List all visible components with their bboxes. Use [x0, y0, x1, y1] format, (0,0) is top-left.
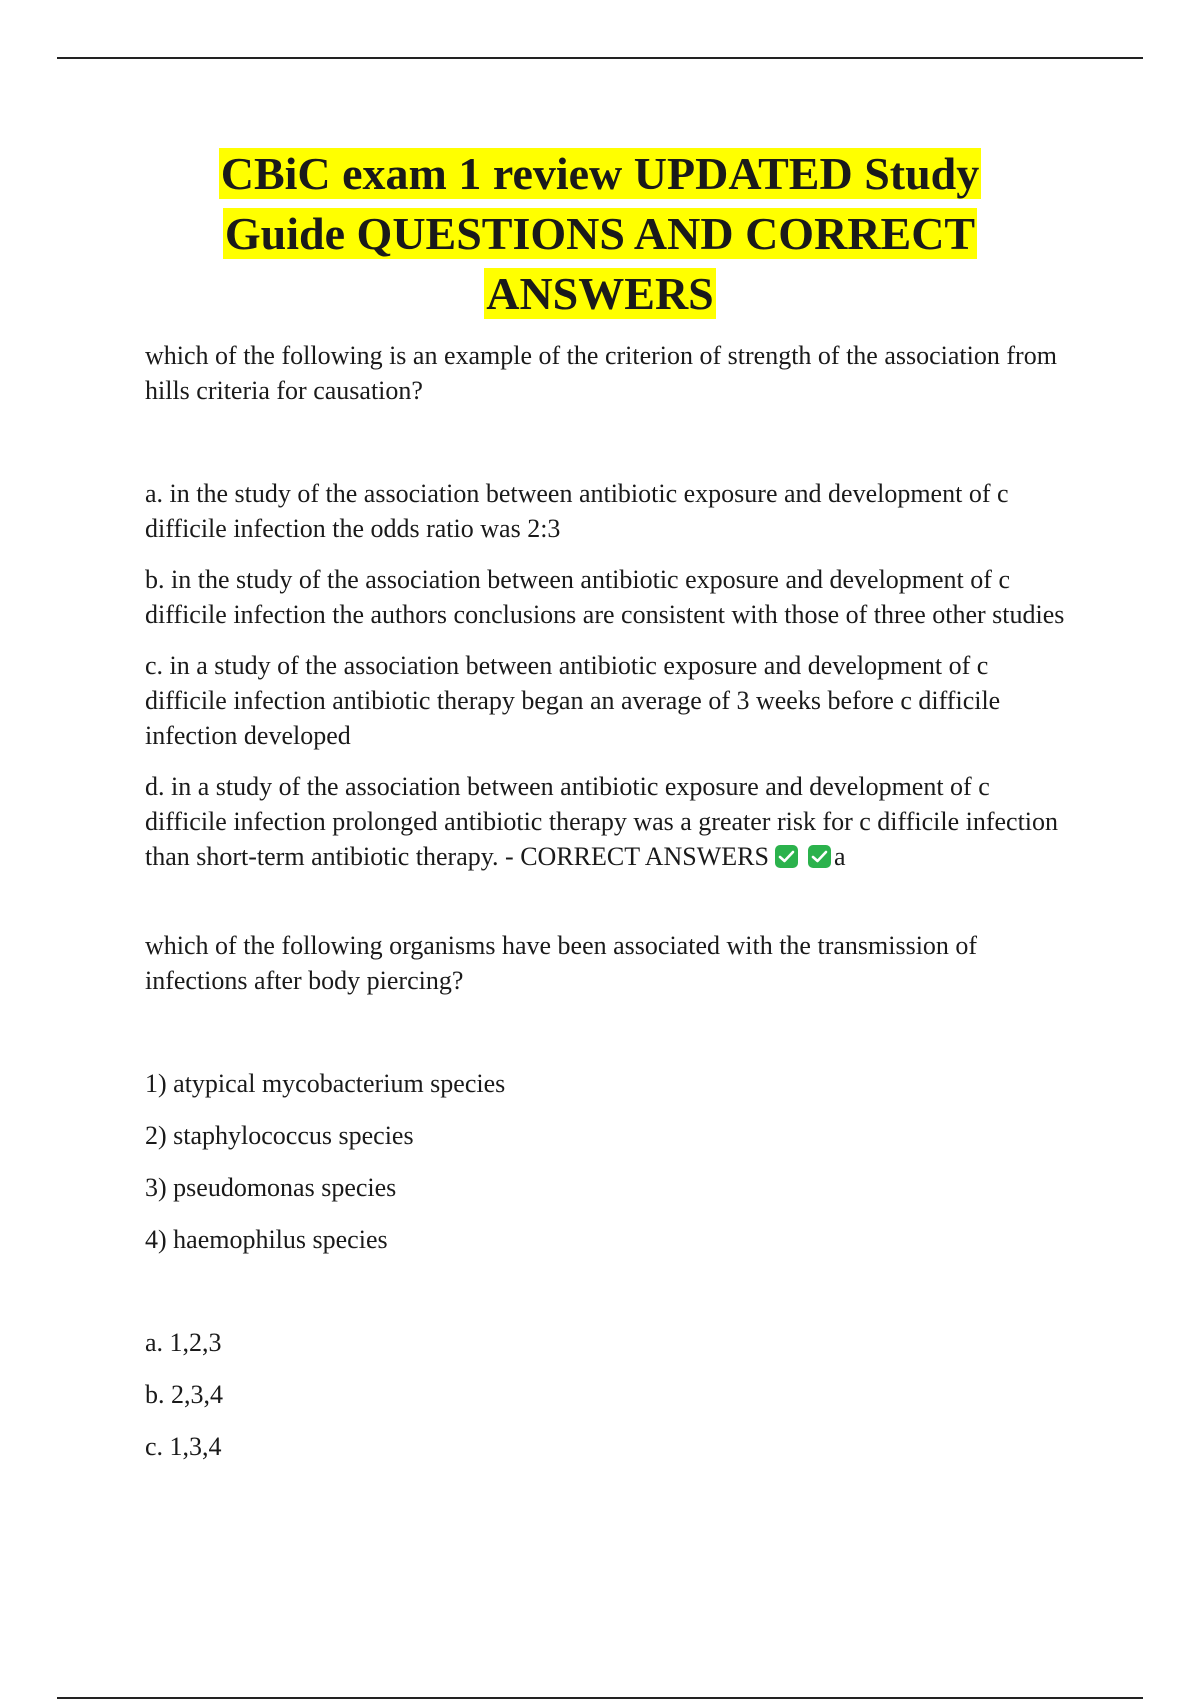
title-line-3: ANSWERS [486, 268, 714, 319]
question-1-option-d-text: d. in a study of the association between antibiotic exposure and development of c difficile infection prolonged antibiotic therapy was a greater risk for c difficile infection than short-term antibiotic therapy. - CORRECT ANSWERS [145, 772, 1059, 871]
top-rule [57, 57, 1143, 59]
question-1-option-b: b. in the study of the association between antibiotic exposure and development of c difficile infection the authors conclusions are consistent with those of three other studies [145, 565, 1065, 629]
organism-item: 1) atypical mycobacterium species [145, 1069, 506, 1098]
document-body [145, 338, 1070, 1481]
question-1-stem: which of the following is an example of the criterion of strength of the association from hills criteria for causation? [145, 341, 1057, 405]
title-line-2: Guide QUESTIONS AND CORRECT [224, 208, 976, 259]
question-2-option-a: a. 1,2,3 [145, 1328, 222, 1357]
question-2-option-c: c. 1,3,4 [145, 1432, 222, 1461]
document-title [0, 144, 1200, 324]
question-1-option-a: a. in the study of the association between antibiotic exposure and development of c difficile infection the odds ratio was 2:3 [145, 479, 1009, 543]
organism-item: 3) pseudomonas species [145, 1173, 397, 1202]
question-1-answer: a [833, 842, 846, 871]
question-2-stem: which of the following organisms have been associated with the transmission of infections after body piercing? [145, 931, 978, 995]
question-1-option-c: c. in a study of the association between antibiotic exposure and development of c difficile infection antibiotic therapy began an average of 3 weeks before c difficile infection developed [145, 651, 1001, 750]
organism-item: 4) haemophilus species [145, 1225, 388, 1254]
check-mark-icon [775, 845, 798, 868]
question-2-option-b: b. 2,3,4 [145, 1380, 223, 1409]
bottom-rule [57, 1697, 1143, 1699]
question-1-option-d [145, 769, 1070, 874]
organism-item: 2) staphylococcus species [145, 1121, 414, 1150]
check-mark-icon [808, 845, 831, 868]
title-line-1: CBiC exam 1 review UPDATED Study [220, 148, 980, 199]
